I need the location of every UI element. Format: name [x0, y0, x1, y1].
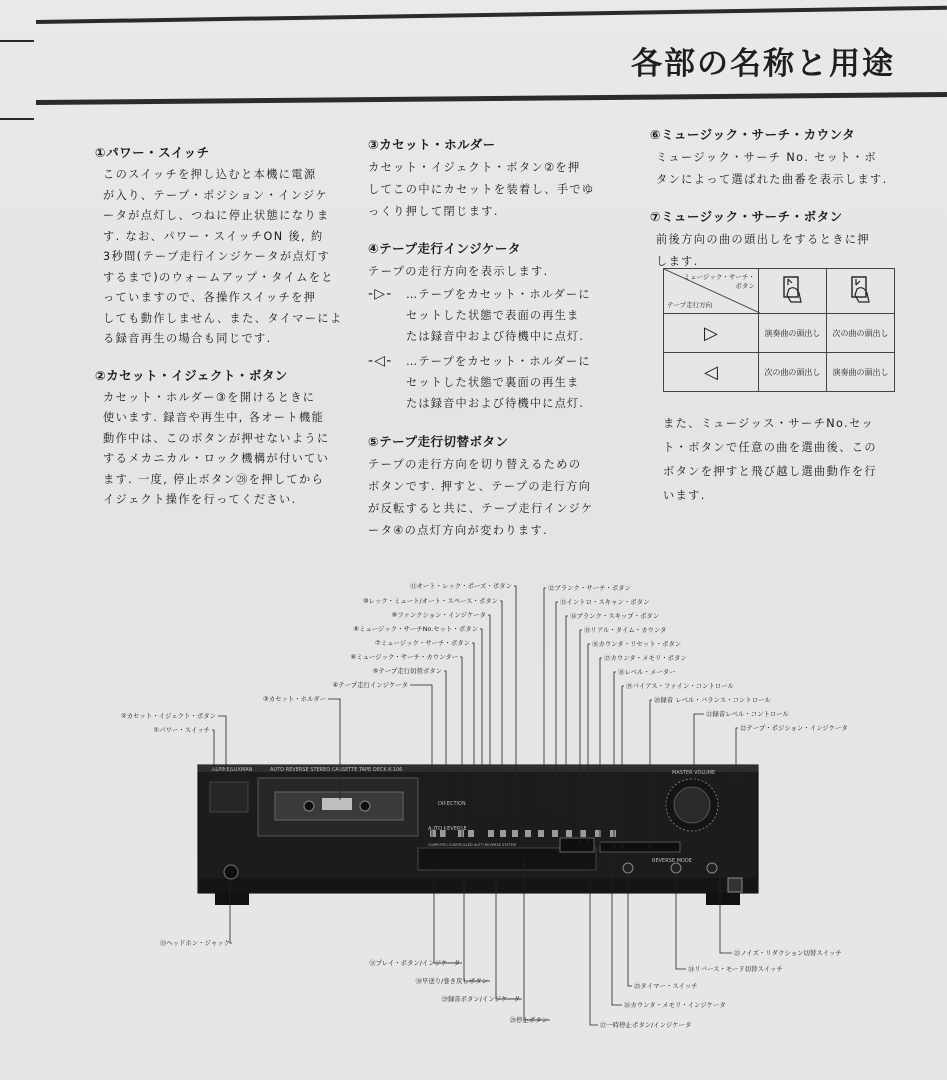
- callout-label: ⑫ブランク・サーチ・ボタン: [548, 584, 631, 592]
- direction-reverse: ◁: [664, 353, 759, 392]
- callout-label: ⑬イントロ・スキャン・ボタン: [560, 598, 650, 606]
- callout-label: ㉘停止ボタン: [509, 1016, 548, 1024]
- callout-label: ㉝ヘッドホン・ジャック: [159, 939, 230, 947]
- cassette-label-window: [322, 798, 352, 810]
- auto-reverse-text: AUTO REVERSE: [428, 826, 467, 832]
- deck-diagram: [0, 560, 947, 1080]
- forward-indicator-icon: -▷-: [368, 286, 393, 302]
- callout-label: ㉚早送り/巻き戻しボタン: [415, 977, 488, 985]
- left-rule: [0, 40, 34, 42]
- section-heading: ②カセット・イジェクト・ボタン: [95, 367, 288, 383]
- callout-label: ㉙録音ボタン/インジケータ: [441, 995, 520, 1003]
- callout-label: ⑯カウンタ・リセット・ボタン: [592, 640, 682, 648]
- deck-foot-left: [215, 893, 249, 905]
- callout-label: ⑨ファンクション・インジケータ: [391, 611, 486, 619]
- reverse-mode-switch: [671, 863, 681, 873]
- callout-label: ㉒テープ・ポジション・インジケータ: [740, 724, 848, 732]
- table-cell: 演奏曲の頭出し: [826, 353, 894, 392]
- callout-label: ⑥ミュージック・サーチ・カウンター: [350, 653, 458, 661]
- direction-forward: ▷: [664, 314, 759, 353]
- nr-switch: [707, 863, 717, 873]
- direction-text: DIRECTION: [438, 801, 466, 807]
- corner-top-label: ミュージック・サーチ・ ボタン: [683, 273, 755, 290]
- callout-label: ⑮リアル・タイム・カウンタ: [584, 626, 667, 634]
- reverse-mode-text: REVERSE MODE: [652, 858, 692, 864]
- callout-label: ⑧ミュージック・サーチNo.セット・ボタン: [353, 625, 478, 633]
- table-corner: [664, 269, 759, 314]
- after-table-text: また、ミュージッス・サーチNo.セッ ト・ボタンで任意の曲を選曲後、この ボタンを押すと飛び越し選曲動作を行 います.: [663, 417, 877, 502]
- callout-label: ⑤テープ走行切替ボタン: [372, 667, 442, 675]
- column-3: [650, 125, 900, 289]
- indicator-forward: [368, 284, 618, 347]
- callout-label: ⑱レベル・メーター: [618, 668, 676, 676]
- callout-label: ㉔リバース・モード切替スイッチ: [688, 965, 783, 973]
- model-text: AUTO REVERSE STEREO CASSETTE TAPE DECK K-106: [270, 767, 403, 773]
- callout-label: ㉕タイマー・スイッチ: [634, 982, 698, 990]
- section-body: カセット・イジェクト・ボタン②を押 してこの中にカセットを装着し、手でゆ っくり押して閉じます.: [368, 161, 595, 218]
- callout-label: ㉛プレイ・ボタン/インジケータ: [369, 959, 460, 967]
- deck-foot-right: [706, 893, 740, 905]
- level-meter: [600, 842, 680, 852]
- headphone-jack: [224, 865, 238, 879]
- callout-label: ⑭ブランク・スキップ・ボタン: [570, 612, 660, 620]
- indicator-reverse: [368, 351, 618, 414]
- column-2: [368, 135, 618, 558]
- section-body: 前後方向の曲の頭出しをするときに押 します.: [656, 233, 870, 268]
- callout-label: ⑰カウンタ・メモリ・ボタン: [604, 654, 687, 662]
- master-volume-inner: [674, 787, 710, 823]
- reel-left: [304, 801, 314, 811]
- reverse-indicator-icon: -◁-: [368, 353, 393, 369]
- section-heading: ⑥ミュージック・サーチ・カウンタ: [650, 127, 856, 142]
- title-rule: [36, 92, 947, 105]
- section-body: テープの走行方向を切り替えるための ボタンです. 押すと、テープの走行方向 が反転すると共に、テープ走行インジケ ータ④の点灯方向が変わります.: [368, 458, 594, 537]
- callout-label: ㉗一時停止ボタン/インジケータ: [600, 1021, 692, 1029]
- callout-label: ⑩レック・ミュート/オート・スペース・ボタン: [362, 597, 498, 605]
- section-heading: ④テープ走行インジケータ: [368, 241, 521, 256]
- reel-right: [360, 801, 370, 811]
- callout-label: ⑦ミュージック・サーチ・ボタン: [375, 639, 470, 647]
- master-volume-text: MASTER VOLUME: [672, 770, 716, 776]
- section-body: このスイッチを押し込むと本機に電源 が入り、テープ・ポジション・インジケ ータが点灯し、つねに停止状態になりま す. なお、パワー・スイッチON 後, 約 3秒間(テープ走行インジケータが点灯す するまで)のウォームアップ・タイムをと っていますので、各操作スイッチを押 しても動作しません、また、タイマーによ る録音再生の場合も同じです.: [103, 168, 343, 345]
- table-cell: 演奏曲の頭出し: [758, 314, 826, 353]
- section-body: テープの走行方向を表示します.: [368, 265, 549, 278]
- page-title: 各部の名称と用途: [631, 46, 895, 82]
- callout-label: ㉖カウンタ・メモリ・インジケータ: [624, 1001, 726, 1009]
- section-body: ミュージック・サーチ No. セット・ボ タンによって選ばれた曲番を表示します.: [656, 151, 888, 186]
- back-button-icon: [758, 269, 826, 314]
- luxman-logo-mark: [728, 878, 742, 892]
- callout-label: ㉑録音レベル・コントロール: [706, 710, 789, 718]
- section-heading: ⑦ミュージック・サーチ・ボタン: [650, 209, 843, 224]
- brand-text: ALPINE/LUXMAN: [212, 767, 253, 773]
- table-cell: 次の曲の頭出し: [758, 353, 826, 392]
- callout-label: ⑪オート・レック・ポーズ・ボタン: [410, 582, 512, 590]
- subtitle-text: COMPUTER CONTROLLED AUTO REVERSE SYSTEM: [428, 843, 516, 847]
- power-eject-area: [210, 782, 248, 812]
- callout-label: ③カセット・ホルダー: [263, 695, 326, 703]
- counter-display: [560, 838, 594, 852]
- callout-label: ②カセット・イジェクト・ボタン: [120, 712, 216, 720]
- section-heading: ⑤テープ走行切替ボタン: [368, 434, 509, 449]
- top-rule: [36, 6, 947, 24]
- indicator-text: …テープをカセット・ホルダーに セットした状態で表面の再生ま たは録音中および待機中に点灯.: [406, 288, 591, 343]
- music-search-table: [663, 268, 895, 392]
- section-body: カセット・ホルダー③を開けるときに 使います. 録音や再生中, 各オート機能 動作中は、このボタンが押せないように するメカニカル・ロック機構が付いてい ます. 一度, 停止ボタン㉘を押してから イジェクト操作を行ってください.: [103, 390, 330, 506]
- indicator-text: …テープをカセット・ホルダーに セットした状態で裏面の再生ま たは録音中および待機中に点灯.: [406, 355, 591, 410]
- callout-label: ㉓ノイズ・リダクション切替スイッチ: [734, 949, 842, 957]
- callout-label: ①パワー・スイッチ: [153, 726, 210, 734]
- left-rule-2: [0, 118, 34, 120]
- callout-label: ④テープ走行インジケータ: [332, 681, 408, 689]
- column-1: [95, 143, 357, 527]
- section-heading: ③カセット・ホルダー: [368, 137, 496, 152]
- callout-label: ⑲バイアス・ファイン・コントロール: [626, 682, 734, 690]
- timer-switch: [623, 863, 633, 873]
- section-heading: ①パワー・スイッチ: [95, 145, 210, 160]
- corner-bottom-label: テープ走行方向: [667, 301, 713, 309]
- deck-bottom-strip: [198, 878, 758, 893]
- forward-button-icon: [826, 269, 894, 314]
- callout-label: ⑳録音 レベル・バランス・コントロール: [654, 696, 771, 704]
- table-cell: 次の曲の頭出し: [826, 314, 894, 353]
